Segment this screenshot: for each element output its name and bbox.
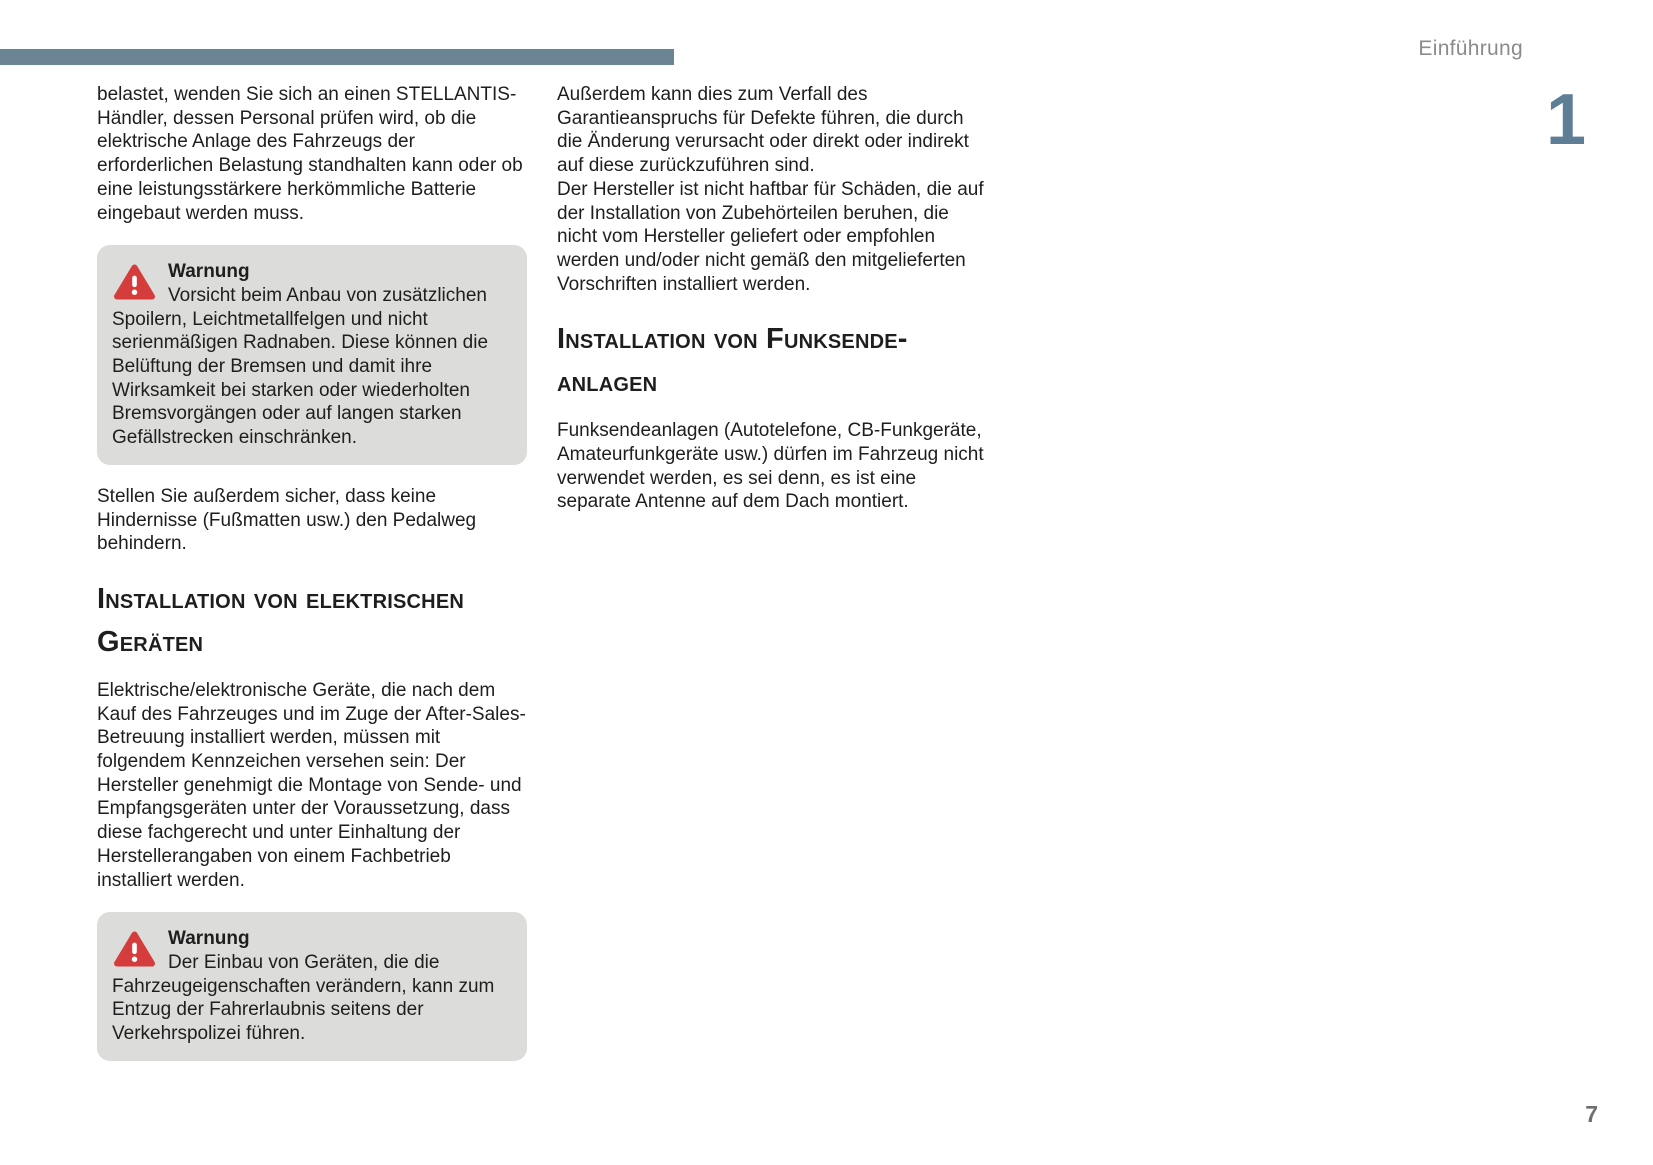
left-column — [97, 83, 527, 1081]
heading-radio-transmitters: Installation von Funksende-anlagen — [557, 323, 908, 399]
warning-title: Warnung — [168, 261, 250, 283]
warning-triangle-icon — [114, 263, 155, 301]
page-number: 7 — [1585, 1101, 1598, 1127]
section-label: Einführung — [1418, 37, 1523, 60]
warning-triangle-icon — [114, 930, 155, 968]
warning-text: Vorsicht beim Anbau von zusätzlichen Spoilern, Leichtmetallfelgen und nicht serienmäßigen Radnaben. Diese können die Belüftung der Bremsen und damit ihre Wirksamkeit bei starken oder wiederholten Bremsvorgängen oder auf langen starken Gefällstrecken einschränken. — [112, 284, 489, 449]
warning-text: Der Einbau von Geräten, die die Fahrzeugeigenschaften verändern, kann zum Entzug der Fahrerlaubnis seitens der Verkehrspolizei führen. — [112, 951, 495, 1045]
warning-box-spoilers — [97, 245, 527, 465]
paragraph-warranty-1: Außerdem kann dies zum Verfall des Garantieanspruchs für Defekte führen, die durch die Änderung verursacht oder direkt oder indirekt auf diese zurückzuführen sind. — [557, 84, 969, 177]
warning-box-registration — [97, 912, 527, 1061]
chapter-accent-bar — [0, 49, 674, 65]
paragraph-electrical: Elektrische/elektronische Geräte, die nach dem Kauf des Fahrzeuges und im Zuge der After-Sales-Betreuung installiert werden, müssen mit folgendem Kennzeichen versehen sein: Der Hersteller genehmigt die Montage von Sende- und Empfangsgeräten unter der Voraussetzung, dass diese fachgerecht und unter Einhaltung der Herstellerangaben von einem Fachbetrieb installiert werden. — [97, 679, 526, 891]
chapter-number: 1 — [1546, 80, 1587, 160]
heading-electrical-devices: Installation von elektrischen Geräten — [97, 582, 465, 658]
paragraph-warranty-2: Der Hersteller ist nicht haftbar für Schäden, die auf der Installation von Zubehörteilen beruhen, die nicht vom Hersteller geliefert oder empfohlen werden und/oder nicht gemäß den mitgelieferten Vorschriften installiert werden. — [557, 178, 984, 295]
paragraph-battery: belastet, wenden Sie sich an einen STELLANTIS-Händler, dessen Personal prüfen wird, ob die elektrische Anlage des Fahrzeugs der erforderlichen Belastung standhalten kann oder ob eine leistungsstärkere herkömmliche Batterie eingebaut werden muss. — [97, 84, 523, 224]
right-column — [557, 83, 987, 534]
warning-title: Warnung — [168, 928, 250, 950]
paragraph-pedals: Stellen Sie außerdem sicher, dass keine Hindernisse (Fußmatten usw.) den Pedalweg behindern. — [97, 485, 477, 555]
paragraph-radio: Funksendeanlagen (Autotelefone, CB-Funkgeräte, Amateurfunkgeräte usw.) dürfen im Fahrzeug nicht verwendet werden, es sei denn, es ist eine separate Antenne auf dem Dach montiert. — [557, 420, 984, 513]
